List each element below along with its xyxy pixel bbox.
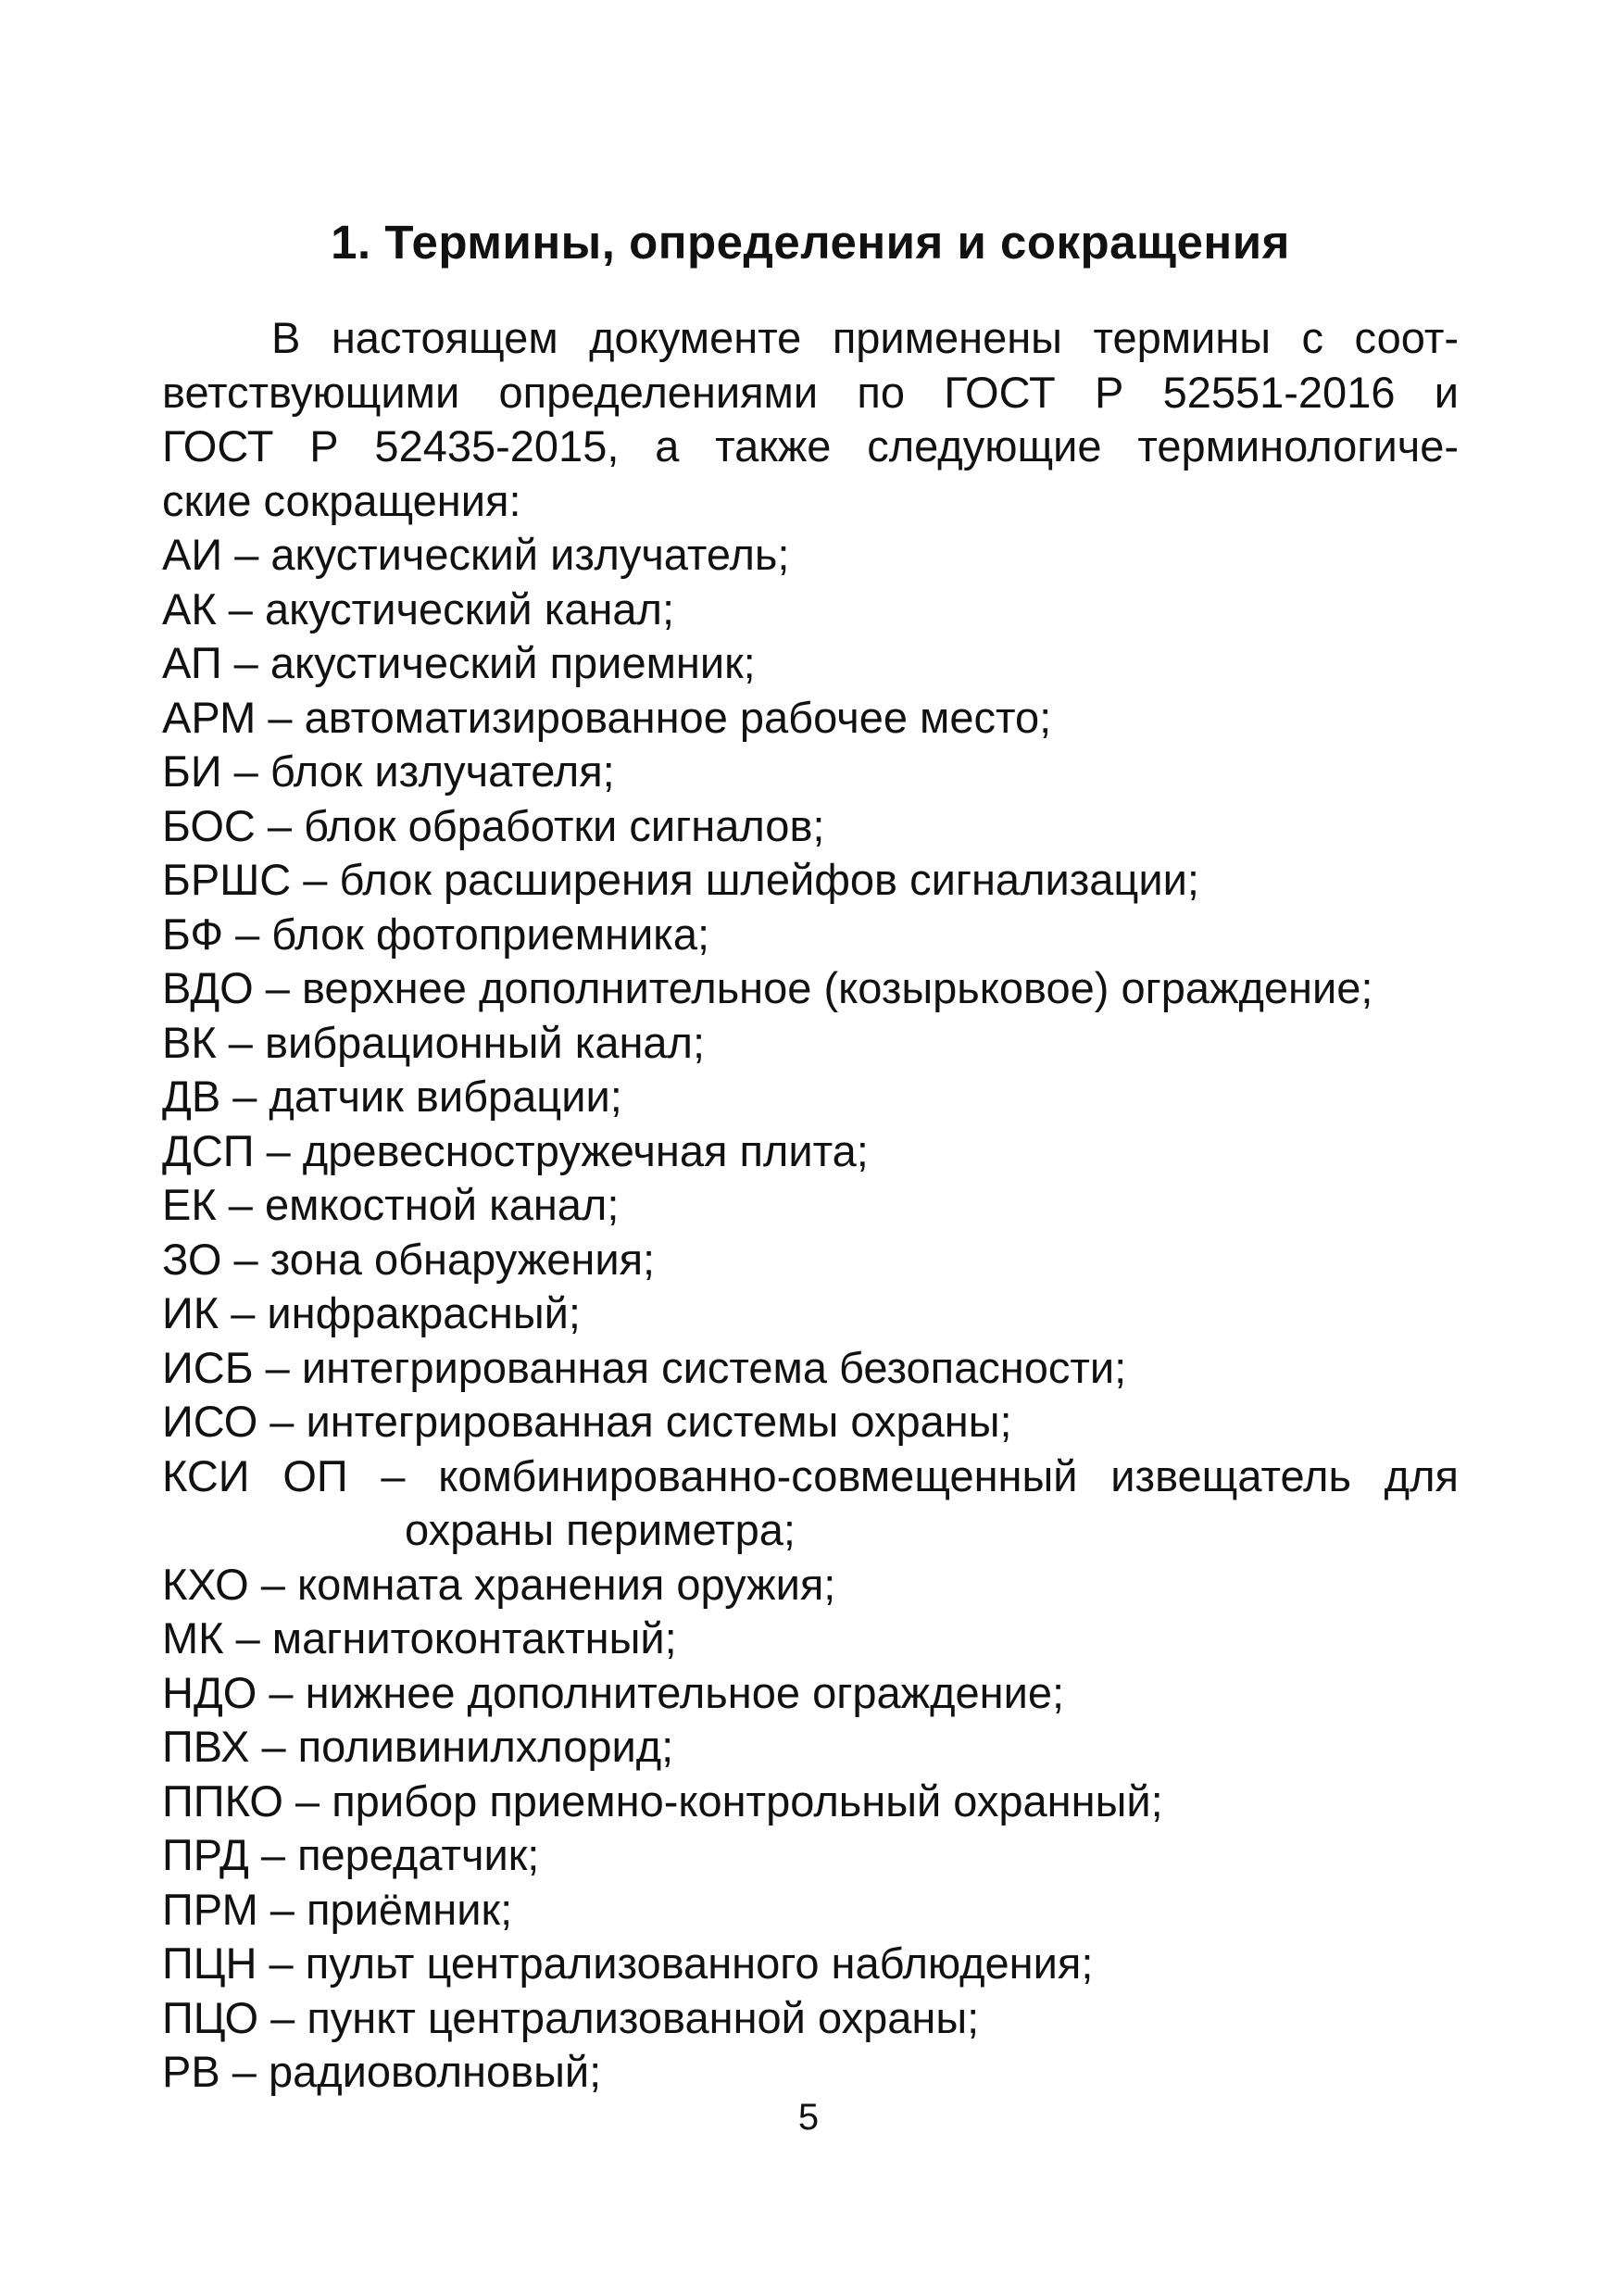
abbreviation-item: АИ – акустический излучатель; <box>162 530 790 579</box>
abbreviation-item: КХО – комната хранения оружия; <box>162 1559 836 1609</box>
page-number: 5 <box>797 2097 820 2138</box>
abbreviation-item-multiline <box>162 1449 1477 1558</box>
section-title: 1. Термины, определения и сокращения <box>331 216 1290 269</box>
abbreviation-item: БРШС – блок расширения шлейфов сигнализации; <box>162 855 1199 904</box>
abbreviation-item: ППКО – прибор приемно-контрольный охранный; <box>162 1775 1163 1826</box>
intro-line: В настоящем документе применены термины с соот- <box>271 313 1459 362</box>
abbreviation-item: ИК – инфракрасный; <box>162 1288 581 1337</box>
abbreviation-item: ЗО – зона обнаружения; <box>162 1234 656 1284</box>
abbreviation-item: ПЦН – пульт централизованного наблюдения; <box>162 1938 1094 1988</box>
intro-line: ские сокращения: <box>162 475 521 525</box>
abbreviation-item: НДО – нижнее дополнительное ограждение; <box>162 1667 1065 1717</box>
abbreviation-item: ПЦО – пункт централизованной охраны; <box>162 1992 980 2042</box>
abbreviation-item: БФ – блок фотоприемника; <box>162 909 710 959</box>
abbreviation-item: АРМ – автоматизированное рабочее место; <box>162 692 1052 742</box>
abbreviation-item: ДВ – датчик вибрации; <box>162 1072 622 1121</box>
abbreviation-line: КСИ ОП – комбинированно-совмещенный извещатель для <box>162 1450 1459 1500</box>
abbreviation-item: ПВХ – поливинилхлорид; <box>162 1722 674 1771</box>
abbreviation-item: ВДО – верхнее дополнительное (козырьковое) ограждение; <box>162 963 1373 1012</box>
abbreviation-item: РВ – радиоволновый; <box>162 2047 602 2096</box>
abbreviation-continuation: охраны периметра; <box>405 1505 796 1554</box>
intro-line: ветствующими определениями по ГОСТ Р 52551-2016 и <box>162 367 1459 417</box>
intro-line: ГОСТ Р 52435-2015, а также следующие терминологиче- <box>162 421 1459 470</box>
abbreviation-item: ПРД – передатчик; <box>162 1830 540 1879</box>
abbreviation-item: ИСБ – интегрированная система безопасности; <box>162 1342 1127 1392</box>
abbreviation-item: БИ – блок излучателя; <box>162 747 615 796</box>
abbreviation-item: ВК – вибрационный канал; <box>162 1017 706 1067</box>
abbreviation-item: АК – акустический канал; <box>162 583 675 634</box>
abbreviation-item: БОС – блок обработки сигналов; <box>162 800 825 850</box>
abbreviation-item: ДСП – древесностружечная плита; <box>162 1125 869 1175</box>
abbreviation-item: ИСО – интегрированная системы охраны; <box>162 1397 1012 1446</box>
abbreviation-item: АП – акустический приемник; <box>162 638 756 687</box>
abbreviation-item: ЕК – емкостной канал; <box>162 1180 620 1229</box>
abbreviation-item: МК – магнитоконтактный; <box>162 1613 677 1662</box>
abbreviation-item: ПРМ – приёмник; <box>162 1884 513 1934</box>
abbreviations-list <box>162 528 1477 2100</box>
intro-paragraph <box>162 311 1459 528</box>
